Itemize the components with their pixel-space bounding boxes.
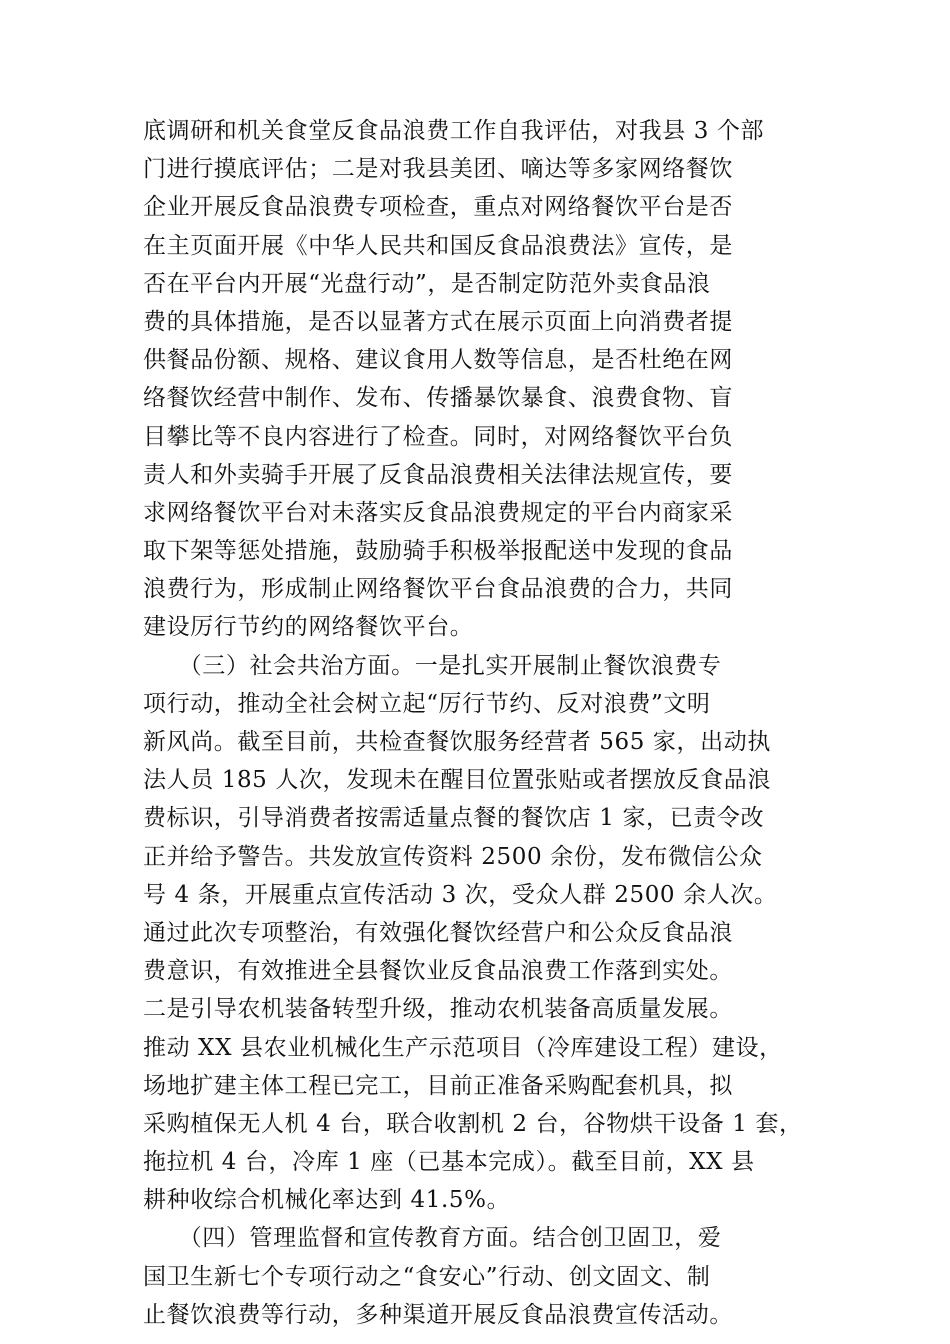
text-line: 门进行摸底评估；二是对我县美团、嘀达等多家网络餐饮 <box>143 156 733 183</box>
text-line: 采购植保无人机 4 台，联合收割机 2 台，谷物烘干设备 1 套， <box>143 1110 803 1137</box>
paragraph-heading-line: （三）社会共治方面。一是扎实开展制止餐饮浪费专 <box>143 652 722 679</box>
text-line: 络餐饮经营中制作、发布、传播暴饮暴食、浪费食物、盲 <box>143 385 733 412</box>
text-line: 取下架等惩处措施，鼓励骑手积极举报配送中发现的食品 <box>143 538 733 565</box>
text-line: 底调研和机关食堂反食品浪费工作自我评估，对我县 3 个部 <box>143 118 765 144</box>
text-line: 二是引导农机装备转型升级，推动农机装备高质量发展。 <box>143 996 733 1023</box>
text-line: 费标识，引导消费者按需适量点餐的餐饮店 1 家，已责令改 <box>143 805 765 832</box>
text-line: 国卫生新七个专项行动之“食安心”行动、创文固文、制 <box>143 1263 711 1290</box>
text-line: 费意识，有效推进全县餐饮业反食品浪费工作落到实处。 <box>143 958 733 985</box>
text-line: 止餐饮浪费等行动，多种渠道开展反食品浪费宣传活动。 <box>143 1301 733 1328</box>
text-line: 费的具体措施，是否以显著方式在展示页面上向消费者提 <box>143 308 733 335</box>
text-line: 建设厉行节约的网络餐饮平台。 <box>143 614 474 641</box>
text-line: 正并给予警告。共发放宣传资料 2500 余份，发布微信公众 <box>143 843 763 870</box>
text-line: 号 4 条，开展重点宣传活动 3 次，受众人群 2500 余人次。 <box>143 881 778 908</box>
document-body <box>143 112 823 1334</box>
text-line: 推动 XX 县农业机械化生产示范项目（冷库建设工程）建设， <box>143 1034 783 1061</box>
text-line: 场地扩建主体工程已完工，目前正准备采购配套机具，拟 <box>143 1072 733 1099</box>
text-line: 供餐品份额、规格、建议食用人数等信息，是否杜绝在网 <box>143 347 733 374</box>
text-line: 责人和外卖骑手开展了反食品浪费相关法律法规宣传，要 <box>143 461 733 488</box>
text-line: 否在平台内开展“光盘行动”，是否制定防范外卖食品浪 <box>143 270 711 297</box>
text-line: 企业开展反食品浪费专项检查，重点对网络餐饮平台是否 <box>143 194 733 221</box>
text-line: 求网络餐饮平台对未落实反食品浪费规定的平台内商家采 <box>143 499 733 526</box>
text-line: 法人员 185 人次，发现未在醒目位置张贴或者摆放反食品浪 <box>143 767 771 794</box>
text-line: 耕种收综合机械化率达到 41.5%。 <box>143 1187 511 1214</box>
text-line: 浪费行为，形成制止网络餐饮平台食品浪费的合力，共同 <box>143 576 733 603</box>
text-line: 在主页面开展《中华人民共和国反食品浪费法》宣传，是 <box>143 232 733 259</box>
paragraph-heading-line: （四）管理监督和宣传教育方面。结合创卫固卫，爱 <box>143 1225 722 1252</box>
text-line: 新风尚。截至目前，共检查餐饮服务经营者 565 家，出动执 <box>143 729 771 755</box>
text-line: 拖拉机 4 台，冷库 1 座（已基本完成）。截至目前，XX 县 <box>143 1149 755 1176</box>
text-line: 通过此次专项整治，有效强化餐饮经营户和公众反食品浪 <box>143 919 733 946</box>
text-line: 目攀比等不良内容进行了检查。同时，对网络餐饮平台负 <box>143 423 733 450</box>
text-line: 项行动，推动全社会树立起“厉行节约、反对浪费”文明 <box>143 690 711 717</box>
